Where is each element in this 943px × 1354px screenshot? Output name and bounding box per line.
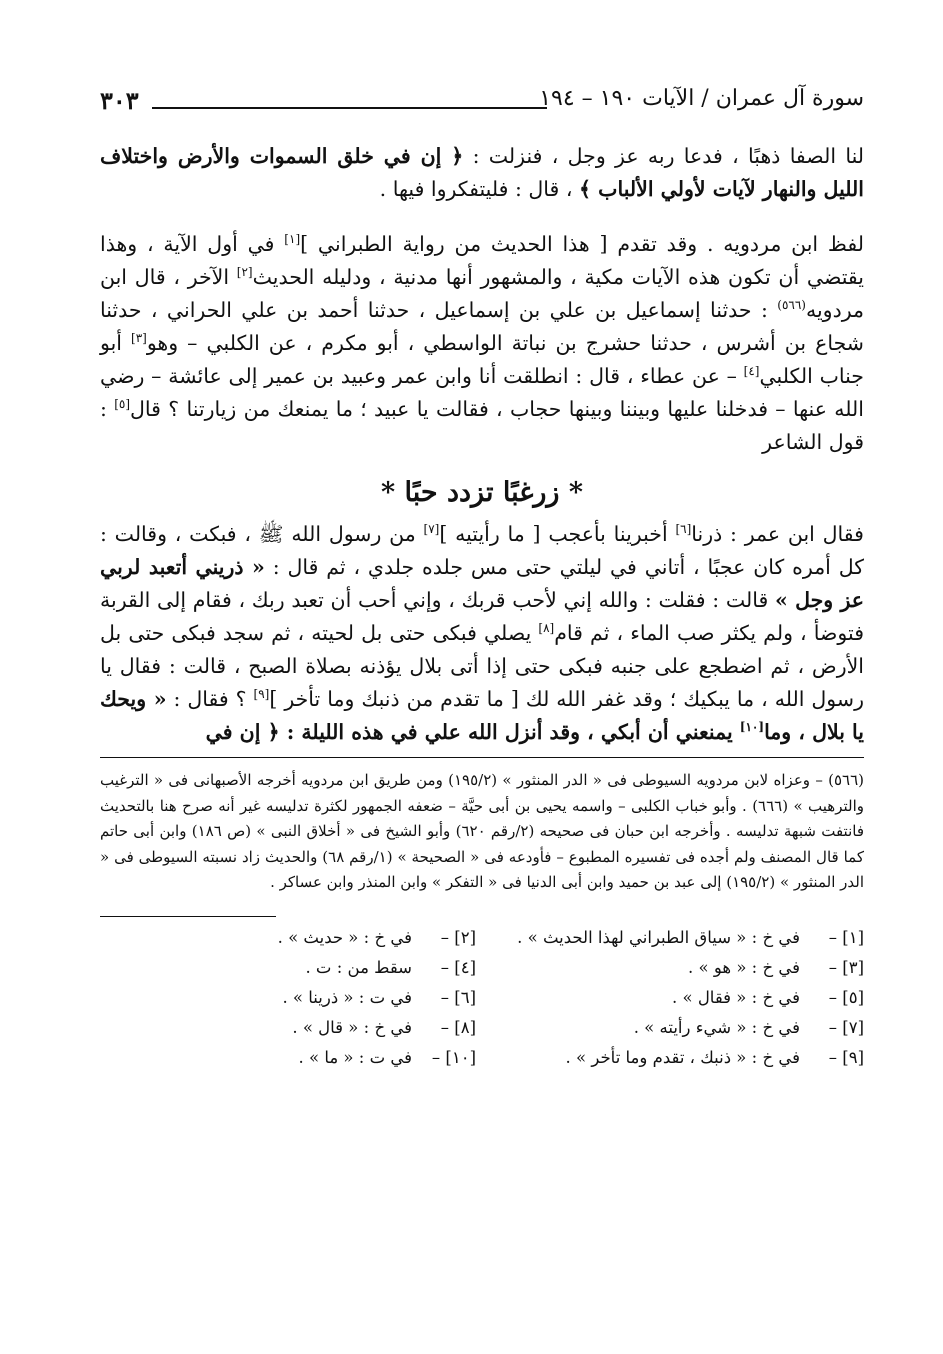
para3-text: قالت : فقلت : والله إني لأحب قربك ، وإني أحب أن تعبد ربك ، فقام إلى القربة فتوضأ ، ولم يكثر صب الماء ، ثم قام: [100, 588, 864, 645]
page-number: ٣٠٣: [100, 86, 139, 115]
variant-note: [100, 953, 476, 983]
para2-text: : حدثنا إسماعيل بن علي بن إسماعيل ، حدثنا أحمد بن علي الحراني ، حدثنا شجاع بن أشرس ، حدثنا حشرج بن نباتة الواسطي ، أبو مكرم ، عن الكلبي – وهو: [100, 298, 864, 355]
note-number: [٦] –: [440, 987, 476, 1007]
footnote-ref: [٥]: [114, 397, 131, 412]
footnote-ref: [٢]: [236, 265, 253, 280]
note-text: في خ : « هو » .: [688, 957, 800, 977]
para3-text: فقال ابن عمر : ذرنا: [691, 522, 864, 546]
footnote-ref: [٩]: [253, 687, 270, 702]
para3-text: ؟ فقال :: [166, 687, 254, 711]
note-text: في خ : « حديث » .: [277, 927, 412, 947]
variant-note: [100, 923, 476, 953]
footnote-ref: [٧]: [423, 522, 440, 537]
prophet-quote: « ويحك يا بلال ، وما: [100, 687, 864, 744]
para2-text: أبو جناب الكلبي: [100, 331, 864, 388]
note-number: [٣] –: [828, 957, 864, 977]
note-number: [١٠] –: [431, 1047, 476, 1067]
para3-text: أخبرينا بأعجب [ ما رأيتيه ]: [439, 522, 676, 546]
header-rule: [152, 107, 547, 109]
footnote-ref: [٦]: [675, 522, 692, 537]
note-number: [١] –: [828, 927, 864, 947]
note-text: في خ : « شيء رأيته » .: [633, 1017, 800, 1037]
note-number: [٨] –: [440, 1017, 476, 1037]
footnote-ref: [١]: [284, 232, 301, 247]
paragraph-3: [100, 518, 864, 749]
hadith-number-ref: (٥٦٦): [777, 298, 806, 313]
footnote-ref: [٨]: [538, 621, 555, 636]
para2-text: : قول الشاعر: [100, 397, 864, 454]
footnote-ref: [٤]: [743, 364, 760, 379]
variant-note: [488, 983, 864, 1013]
note-number: [٢] –: [440, 927, 476, 947]
footnote-ref: [١٠]: [739, 720, 765, 735]
book-page: [100, 86, 864, 1073]
variant-note: [100, 1013, 476, 1043]
note-number: [٩] –: [828, 1047, 864, 1067]
para2-text: الآخر ، قال ابن مردويه: [100, 265, 864, 322]
para2-text: في أول الآية ، وهذا يقتضي أن تكون هذه الآيات مكية ، والمشهور أنها مدنية ، ودليله الحديث: [100, 232, 864, 289]
variant-note: [100, 983, 476, 1013]
note-number: [٧] –: [828, 1017, 864, 1037]
prophet-quote: يمنعني أن أبكي ، وقد أنزل الله علي في هذه الليلة : ﴿ إن في: [205, 720, 740, 744]
variant-note: [488, 1043, 864, 1073]
footnote-divider: [100, 757, 864, 758]
para1-text: لنا الصفا ذهبًا ، فدعا ربه عز وجل ، فنزلت :: [463, 144, 864, 168]
quran-verse: ﴿ إن في خلق السموات والأرض واختلاف الليل والنهار لآيات لأولي الألباب ﴾: [100, 144, 864, 201]
variant-note: [100, 1043, 476, 1073]
note-text: في ت : « ما » .: [298, 1047, 412, 1067]
variant-note: [488, 923, 864, 953]
poetry-verse: * زرغبًا تزدد حبًا *: [381, 477, 583, 508]
running-title: سورة آل عمران / الآيات ١٩٠ – ١٩٤: [539, 86, 864, 111]
note-text: في ت : « ذرينا » .: [282, 987, 412, 1007]
note-text: في خ : « فقال » .: [671, 987, 800, 1007]
variant-note: [488, 953, 864, 983]
note-text: في خ : « قال » .: [292, 1017, 412, 1037]
note-number: [٤] –: [440, 957, 476, 977]
para2-text: – عن عطاء ، قال : انطلقت أنا وابن عمر وعبيد بن عمير إلى عائشة – رضي الله عنها – فدخلنا عليها وبيننا وبينها حجاب ، فقالت يا عبيد ؛ ما يمنعك من زيارتنا ؟ قال: [100, 364, 864, 421]
note-number: [٥] –: [828, 987, 864, 1007]
para3-text: من رسول الله ﷺ ، فبكت ، وقالت : كل أمره كان عجبًا ، أتاني في ليلتي حتى مس جلده جلدي ، ثم قال :: [100, 522, 865, 579]
variant-note: [488, 1013, 864, 1043]
note-text: في خ : « ذنبك ، تقدم وما تأخر » .: [565, 1047, 800, 1067]
paragraph-1: [100, 140, 864, 206]
prophet-quote: « ذريني أتعبد لربي عز وجل »: [100, 555, 864, 612]
hadith-footnote: (٥٦٦) – وعزاه لابن مردويه السيوطى فى « الدر المنثور » (١٩٥/٢) ومن طريق ابن مردويه أخرجه الأصبهانى فى « الترغيب والترهيب » (٦٦٦) . وأبو خباب الكلبى – واسمه يحيى بن أبى حيَّة – ضعفه الجمهور لكثرة تدليسه غير أنه صرح هنا بالتحديث فانتفت شبهة تدليسه . وأخرجه ابن حبان فى صحيحه (٢/رقم ٦٢٠) وأبو الشيخ فى « أخلاق النبى » (ص ١٨٦) وابن أبى حاتم كما قال المصنف ولم أجده فى تفسيره المطبوع – فأودعه فى « الصحيحة » (١/رقم ٦٨) والحديث زاد نسبته السيوطى فى « الدر المنثور » (١٩٥/٢) إلى عبد بن حميد وابن أبى الدنيا فى « التفكر » وابن المنذر وابن عساكر .: [100, 771, 865, 891]
footnote-ref: [٣]: [131, 331, 147, 346]
para3-text: يصلي فبكى حتى بل لحيته ، ثم سجد فبكى حتى بل الأرض ، ثم اضطجع على جنبه فبكى حتى إذا أتى بلال يؤذنه بصلاة الصبح ، قالت : فقال يا رسول الله ، ما يبكيك ؛ وقد غفر الله لك [ ما تقدم من ذنبك وما تأخر ]: [100, 621, 864, 711]
note-text: في خ : « سياق الطبراني لهذا الحديث » .: [517, 927, 800, 947]
note-text: سقط من : ت .: [305, 957, 412, 977]
para1-text-end: ، قال : فليتفكروا فيها .: [379, 177, 579, 201]
notes-divider: [100, 916, 276, 917]
paragraph-2: [100, 228, 864, 459]
page-header: [100, 86, 864, 120]
para2-text: لفظ ابن مردويه . وقد تقدم [ هذا الحديث من رواية الطبراني ]: [300, 232, 864, 256]
variant-notes: [100, 923, 864, 1073]
